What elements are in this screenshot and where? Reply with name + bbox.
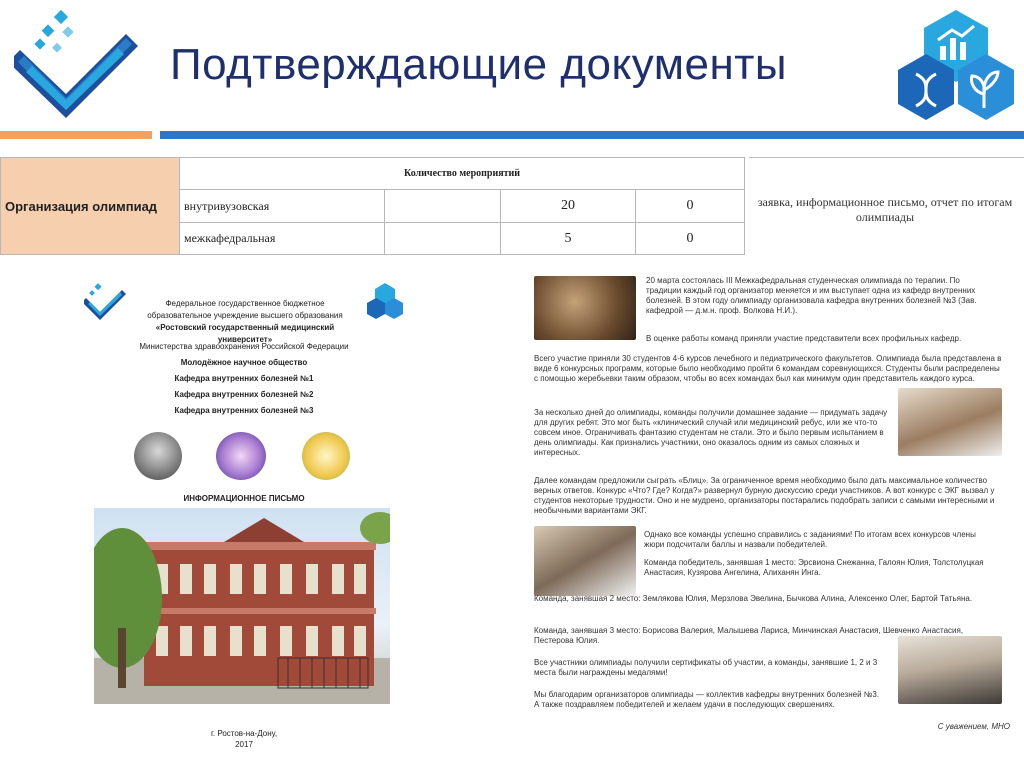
news-paragraph: За несколько дней до олимпиады, команды получили домашнее задание — придумать задачу для других ребят. Это мог быть «клинический случай или медицинский ребус, или же что-то совсем иное. Ограничивать фантазию студентам не стали. Это и было первым испытанием в день олимпиады. Как признались участники, оно оказалось одним из самых сложных и интересных. xyxy=(534,408,888,457)
letter-header-line: образовательное учреждение высшего образования xyxy=(147,311,343,320)
letter-year: 2017 xyxy=(235,740,253,749)
news-paragraph: Всего участие приняли 30 студентов 4-6 курсов лечебного и педиатрического факультетов. Олимпиада была представлена в виде 6 конкурсных программ, которые было необходимо пройти 6 командам соревнующихся. Студенты были распределены с помощью жеребьевки таким образом, чтобы во всех командах был как минимум один представитель каждого курса. xyxy=(534,354,1002,383)
students-photo xyxy=(898,388,1002,456)
letter-ministry: Министерства здравоохранения Российской Федерации xyxy=(139,342,349,351)
news-paragraph: Все участники олимпиады получили сертификаты об участии, а команды, занявшие 1, 2 и 3 места были награждены медалями! xyxy=(534,658,878,677)
letter-header-line: «Ростовский государственный медицинский университет» xyxy=(155,323,335,344)
cell-value: 0 xyxy=(636,223,745,255)
hexagon-science-small-icon xyxy=(366,282,404,320)
news-paragraph: Однако все команды успешно справились с заданиями! По итогам всех конкурсов члены жюри подсчитали баллы и назвали победителей. xyxy=(644,530,976,549)
news-paragraph: Далее командам предложили сыграть «Блиц». За ограниченное время необходимо было дать максимальное количество верных ответов. Конкурс «Что? Где? Когда?» развернул бурную дискуссию среди участников. А вот конкурс с ЭКГ вызвал у студентов некоторые трудности. Оно и не мудрено, организаторы постарались подобрать записи с самыми интересными и необычными вариантами ЭКГ. xyxy=(534,476,995,515)
row-label: межкафедральная xyxy=(180,223,385,255)
letter-header-line: Федеральное государственное бюджетное xyxy=(165,299,325,308)
column-header: Количество мероприятий xyxy=(180,158,745,190)
cell-value: 20 xyxy=(501,190,636,223)
group-photo xyxy=(898,636,1002,704)
letter-title: ИНФОРМАЦИОННОЕ ПИСЬМО xyxy=(183,494,305,503)
news-paragraph: Команда, занявшая 3 место: Борисова Валерия, Малышева Лариса, Минчинская Анастасия, Шевченко Анастасия, Пестерова Юлия. xyxy=(534,626,964,645)
olympiad-table xyxy=(0,157,745,255)
news-paragraph: 20 марта состоялась III Межкафедральная студенческая олимпиада по терапии. По традиции каждый год организатор меняется и им выступает одна из кафедр внутренних болезней. В этом году олимпиаду организовала кафедра внутренних болезней №3 (Зав. кафедрой — д.м.н. проф. Волкова Н.И.). xyxy=(646,276,977,315)
cell-value: 5 xyxy=(501,223,636,255)
news-paragraph: В оценке работы команд приняли участие представители всех профильных кафедр. xyxy=(646,334,962,343)
empty-cell xyxy=(385,190,501,223)
result-documents-text: заявка, информационное письмо, отчет по итогам олимпиады xyxy=(757,195,1013,224)
info-letter-document xyxy=(84,270,404,760)
accent-bar-orange xyxy=(0,131,152,139)
news-signature: С уважением, МНО xyxy=(937,722,1010,731)
letter-department: Кафедра внутренних болезней №1 xyxy=(174,374,314,383)
news-paragraph: Мы благодарим организаторов олимпиады — коллектив кафедры внутренних болезней №3. А также поздравляем победителей и желаем удачи в последующих свершениях. xyxy=(534,690,880,709)
table-divider xyxy=(749,157,1024,158)
row-header: Организация олимпиад xyxy=(1,158,180,255)
logo-chevron-icon xyxy=(14,6,154,128)
letter-society: Молодёжное научное общество xyxy=(180,358,308,367)
news-paragraph: Команда, занявшая 2 место: Землякова Юлия, Мерзлова Эвелина, Бычкова Алина, Алексенко Олег, Бартой Татьяна. xyxy=(534,594,973,603)
page-title: Подтверждающие документы xyxy=(170,40,788,89)
news-report-document xyxy=(530,262,1018,762)
portrait-emblem xyxy=(134,432,182,480)
news-paragraph: Команда победитель, занявшая 1 место: Эрсвиона Снежанна, Галоян Юлия, Толстолуцкая Анастасия, Кузярова Ангелина, Алиханян Инга. xyxy=(644,558,984,577)
letter-department: Кафедра внутренних болезней №2 xyxy=(174,390,314,399)
letter-department: Кафедра внутренних болезней №3 xyxy=(174,406,314,415)
food-photo xyxy=(534,276,636,340)
row-label: внутривузовская xyxy=(180,190,385,223)
logo-chevron-small-icon xyxy=(84,282,130,324)
university-building-photo xyxy=(94,508,390,704)
vitruvian-emblem xyxy=(302,432,350,480)
hexagon-science-icon xyxy=(896,8,1016,126)
accent-bar-blue xyxy=(160,131,1024,139)
letter-city: г. Ростов-на-Дону, xyxy=(210,729,278,738)
award-photo xyxy=(534,526,636,596)
meditation-emblem xyxy=(216,432,266,480)
cell-value: 0 xyxy=(636,190,745,223)
empty-cell xyxy=(385,223,501,255)
